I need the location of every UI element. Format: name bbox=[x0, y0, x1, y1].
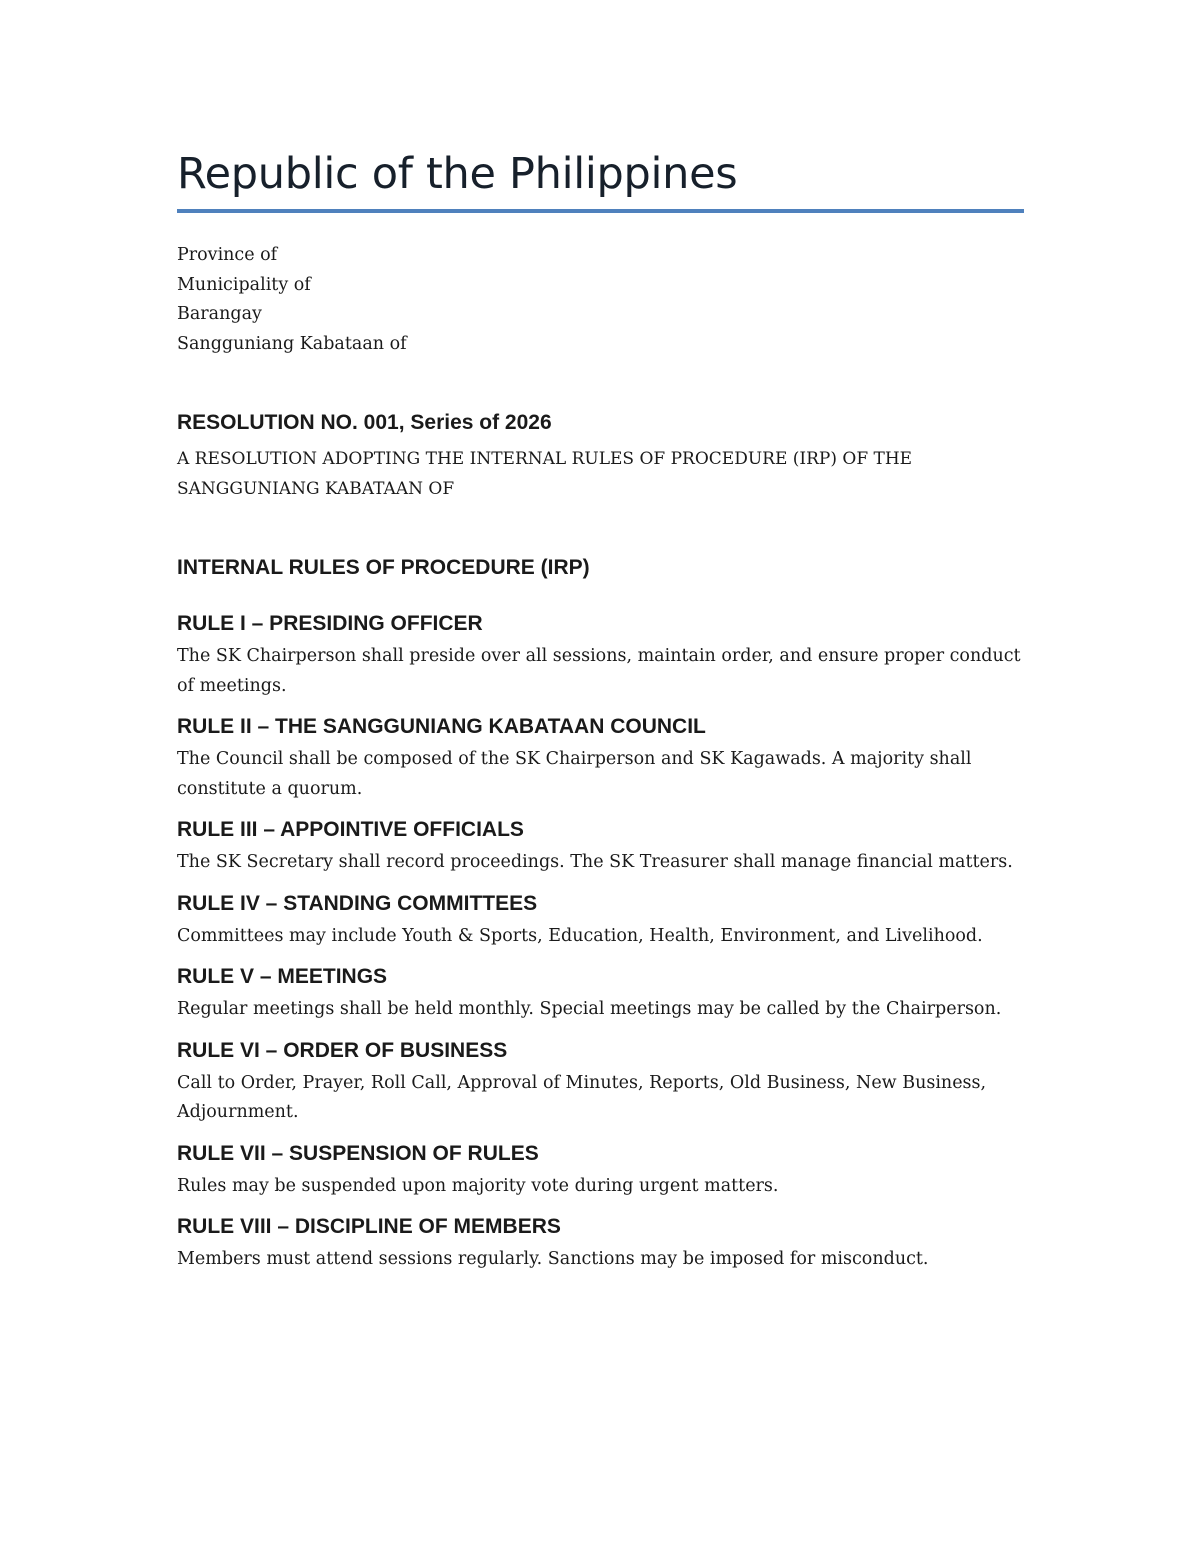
rule-8 bbox=[177, 1213, 1025, 1275]
rule-heading: RULE V – MEETINGS bbox=[177, 965, 388, 988]
rule-3 bbox=[177, 816, 1025, 878]
resolution-block bbox=[177, 409, 1025, 504]
resolution-description: A RESOLUTION ADOPTING THE INTERNAL RULES OF PROCEDURE (IRP) OF THE SANGGUNIANG KABATAAN OF bbox=[177, 449, 913, 499]
rule-text: Committees may include Youth & Sports, Education, Health, Environment, and Livelihood. bbox=[177, 925, 983, 946]
address-municipality: Municipality of bbox=[177, 274, 311, 295]
rule-text: The SK Secretary shall record proceedings. The SK Treasurer shall manage financial matters. bbox=[177, 852, 1013, 872]
rule-text: Regular meetings shall be held monthly. Special meetings may be called by the Chairperson. bbox=[177, 999, 1002, 1019]
rule-heading: RULE II – THE SANGGUNIANG KABATAAN COUNCIL bbox=[177, 715, 706, 738]
rules-list bbox=[177, 610, 1025, 1287]
rule-text: The Council shall be composed of the SK Chairperson and SK Kagawads. A majority shall constitute a quorum. bbox=[177, 749, 972, 799]
irp-heading: INTERNAL RULES OF PROCEDURE (IRP) bbox=[177, 556, 590, 579]
rule-heading: RULE VII – SUSPENSION OF RULES bbox=[177, 1141, 539, 1165]
address-province: Province of bbox=[177, 245, 278, 265]
rule-text: Call to Order, Prayer, Roll Call, Approval of Minutes, Reports, Old Business, New Business, Adjournment. bbox=[177, 1072, 987, 1122]
address-sangguniang-kabataan: Sangguniang Kabataan of bbox=[177, 333, 407, 354]
rule-heading: RULE I – PRESIDING OFFICER bbox=[177, 612, 483, 635]
rule-2 bbox=[177, 713, 1025, 804]
address-barangay: Barangay bbox=[177, 304, 262, 324]
rule-5 bbox=[177, 963, 1025, 1025]
document-title: Republic of the Philippines bbox=[177, 149, 738, 199]
rule-text: Members must attend sessions regularly. Sanctions may be imposed for misconduct. bbox=[177, 1249, 929, 1269]
rule-1 bbox=[177, 610, 1025, 701]
rule-heading: RULE VI – ORDER OF BUSINESS bbox=[177, 1038, 508, 1062]
rule-4 bbox=[177, 890, 1025, 952]
title-underline bbox=[177, 209, 1024, 213]
resolution-number: RESOLUTION NO. 001, Series of 2026 bbox=[177, 411, 552, 434]
rule-text: The SK Chairperson shall preside over all sessions, maintain order, and ensure proper conduct of meetings. bbox=[177, 646, 1021, 696]
rule-heading: RULE III – APPOINTIVE OFFICIALS bbox=[177, 818, 524, 841]
rule-text: Rules may be suspended upon majority vote during urgent matters. bbox=[177, 1175, 779, 1196]
rule-6 bbox=[177, 1037, 1025, 1128]
rule-heading: RULE VIII – DISCIPLINE OF MEMBERS bbox=[177, 1215, 561, 1238]
rule-heading: RULE IV – STANDING COMMITTEES bbox=[177, 891, 538, 915]
rule-7 bbox=[177, 1140, 1025, 1202]
address-block bbox=[177, 241, 1025, 359]
